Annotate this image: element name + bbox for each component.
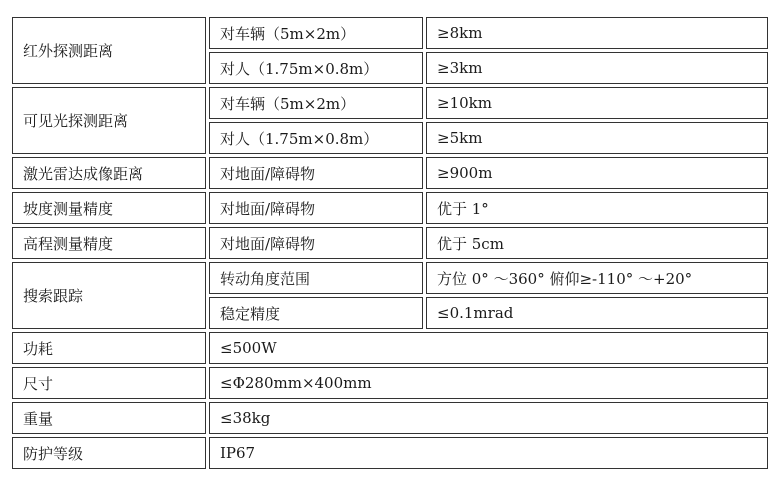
param-condition: 对地面/障碍物 [209, 227, 423, 259]
table-row [12, 437, 768, 469]
param-name: 尺寸 [12, 367, 206, 399]
table-row [12, 332, 768, 364]
param-name: 高程测量精度 [12, 227, 206, 259]
param-condition: 对车辆（5m×2m） [209, 17, 423, 49]
param-value: ≥900m [426, 157, 768, 189]
param-name: 搜索跟踪 [12, 262, 206, 329]
param-name: 重量 [12, 402, 206, 434]
param-condition: 稳定精度 [209, 297, 423, 329]
param-name: 红外探测距离 [12, 17, 206, 84]
param-condition: 对人（1.75m×0.8m） [209, 52, 423, 84]
param-value: ≥10km [426, 87, 768, 119]
table-row [12, 227, 768, 259]
param-condition: 对地面/障碍物 [209, 192, 423, 224]
param-condition: 对车辆（5m×2m） [209, 87, 423, 119]
param-condition: 对地面/障碍物 [209, 157, 423, 189]
table-row [12, 192, 768, 224]
param-name: 防护等级 [12, 437, 206, 469]
param-value: ≥3km [426, 52, 768, 84]
table-row [12, 157, 768, 189]
param-value: ≤500W [209, 332, 768, 364]
table-row [12, 262, 768, 294]
param-value: ≤0.1mrad [426, 297, 768, 329]
table-row [12, 87, 768, 119]
param-condition: 对人（1.75m×0.8m） [209, 122, 423, 154]
param-condition: 转动角度范围 [209, 262, 423, 294]
param-value: ≥8km [426, 17, 768, 49]
param-value: ≤Φ280mm×400mm [209, 367, 768, 399]
spec-table [9, 14, 771, 472]
table-row [12, 17, 768, 49]
param-value: 方位 0° ～360° 俯仰≥-110° ～+20° [426, 262, 768, 294]
param-value: ≤38kg [209, 402, 768, 434]
param-value: 优于 1° [426, 192, 768, 224]
table-row [12, 402, 768, 434]
param-name: 功耗 [12, 332, 206, 364]
param-value: IP67 [209, 437, 768, 469]
table-row [12, 367, 768, 399]
param-name: 可见光探测距离 [12, 87, 206, 154]
param-name: 坡度测量精度 [12, 192, 206, 224]
param-name: 激光雷达成像距离 [12, 157, 206, 189]
param-value: ≥5km [426, 122, 768, 154]
param-value: 优于 5cm [426, 227, 768, 259]
